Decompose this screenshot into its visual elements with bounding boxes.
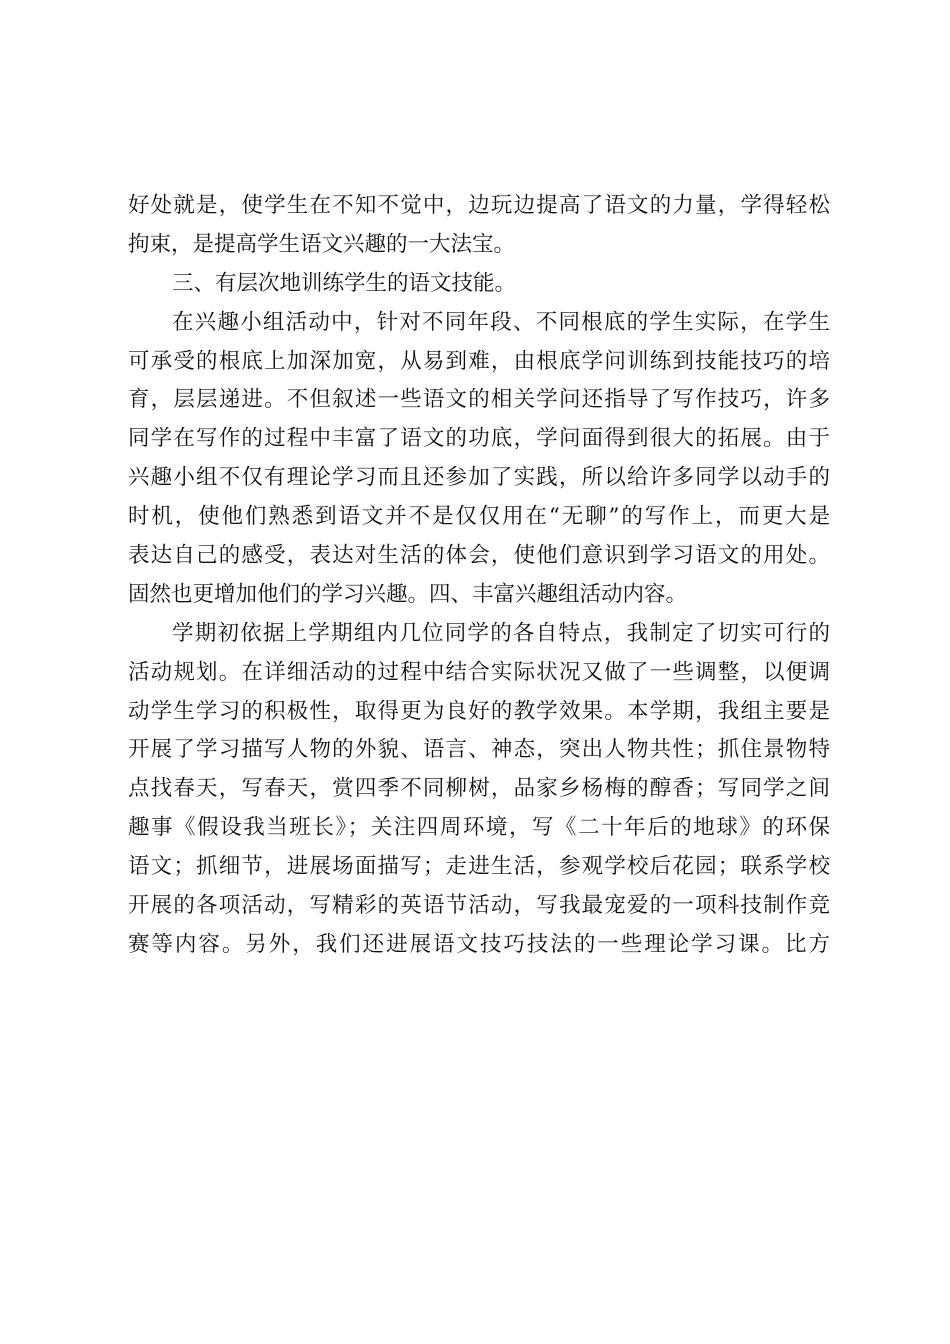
section-heading: 三、有层次地训练学生的语文技能。 (172, 270, 517, 296)
text-line: 拘束，是提高学生语文兴趣的一大法宝。 (128, 231, 516, 257)
text-line: 点找春天，写春天，赏四季不同柳树，品家乡杨梅的醇香；写同学之间 (128, 776, 830, 802)
text-line: 时机，使他们熟悉到语文并不是仅仅用在“无聊”的写作上，而更大是 (128, 504, 830, 530)
text-line: 赛等内容。另外，我们还进展语文技巧技法的一些理论学习课。比方 (128, 931, 830, 957)
text-line: 可承受的根底上加深加宽，从易到难，由根底学问训练到技能技巧的培 (128, 348, 830, 374)
text-line: 趣事《假设我当班长》；关注四周环境，写《二十年后的地球》的环保 (128, 815, 830, 841)
text-line: 在兴趣小组活动中，针对不同年段、不同根底的学生实际，在学生 (172, 309, 830, 335)
text-line: 好处就是，使学生在不知不觉中，边玩边提高了语文的力量，学得轻松 (128, 193, 830, 218)
text-line: 语文；抓细节，进展场面描写；走进生活，参观学校后花园；联系学校 (128, 854, 830, 880)
text-line: 表达自己的感受，表达对生活的体会，使他们意识到学习语文的用处。 (128, 543, 830, 569)
text-line: 固然也更增加他们的学习兴趣。四、丰富兴趣组活动内容。 (128, 581, 688, 607)
document-body (128, 187, 830, 965)
text-line: 动学生学习的积极性，取得更为良好的教学效果。本学期，我组主要是 (128, 698, 830, 724)
text-line: 兴趣小组不仅有理论学习而且还参加了实践，所以给许多同学以动手的 (128, 465, 830, 491)
text-line: 同学在写作的过程中丰富了语文的功底，学问面得到很大的拓展。由于 (128, 426, 830, 452)
text-line: 开展了学习描写人物的外貌、语言、神态，突出人物共性；抓住景物特 (128, 737, 830, 763)
text-line: 育，层层递进。不但叙述一些语文的相关学问还指导了写作技巧，许多 (128, 387, 830, 413)
text-line: 学期初依据上学期组内几位同学的各自特点，我制定了切实可行的 (172, 620, 830, 646)
text-line: 开展的各项活动，写精彩的英语节活动，写我最宠爱的一项科技制作竞 (128, 893, 830, 919)
text-line: 活动规划。在详细活动的过程中结合实际状况又做了一些调整，以便调 (128, 659, 830, 685)
